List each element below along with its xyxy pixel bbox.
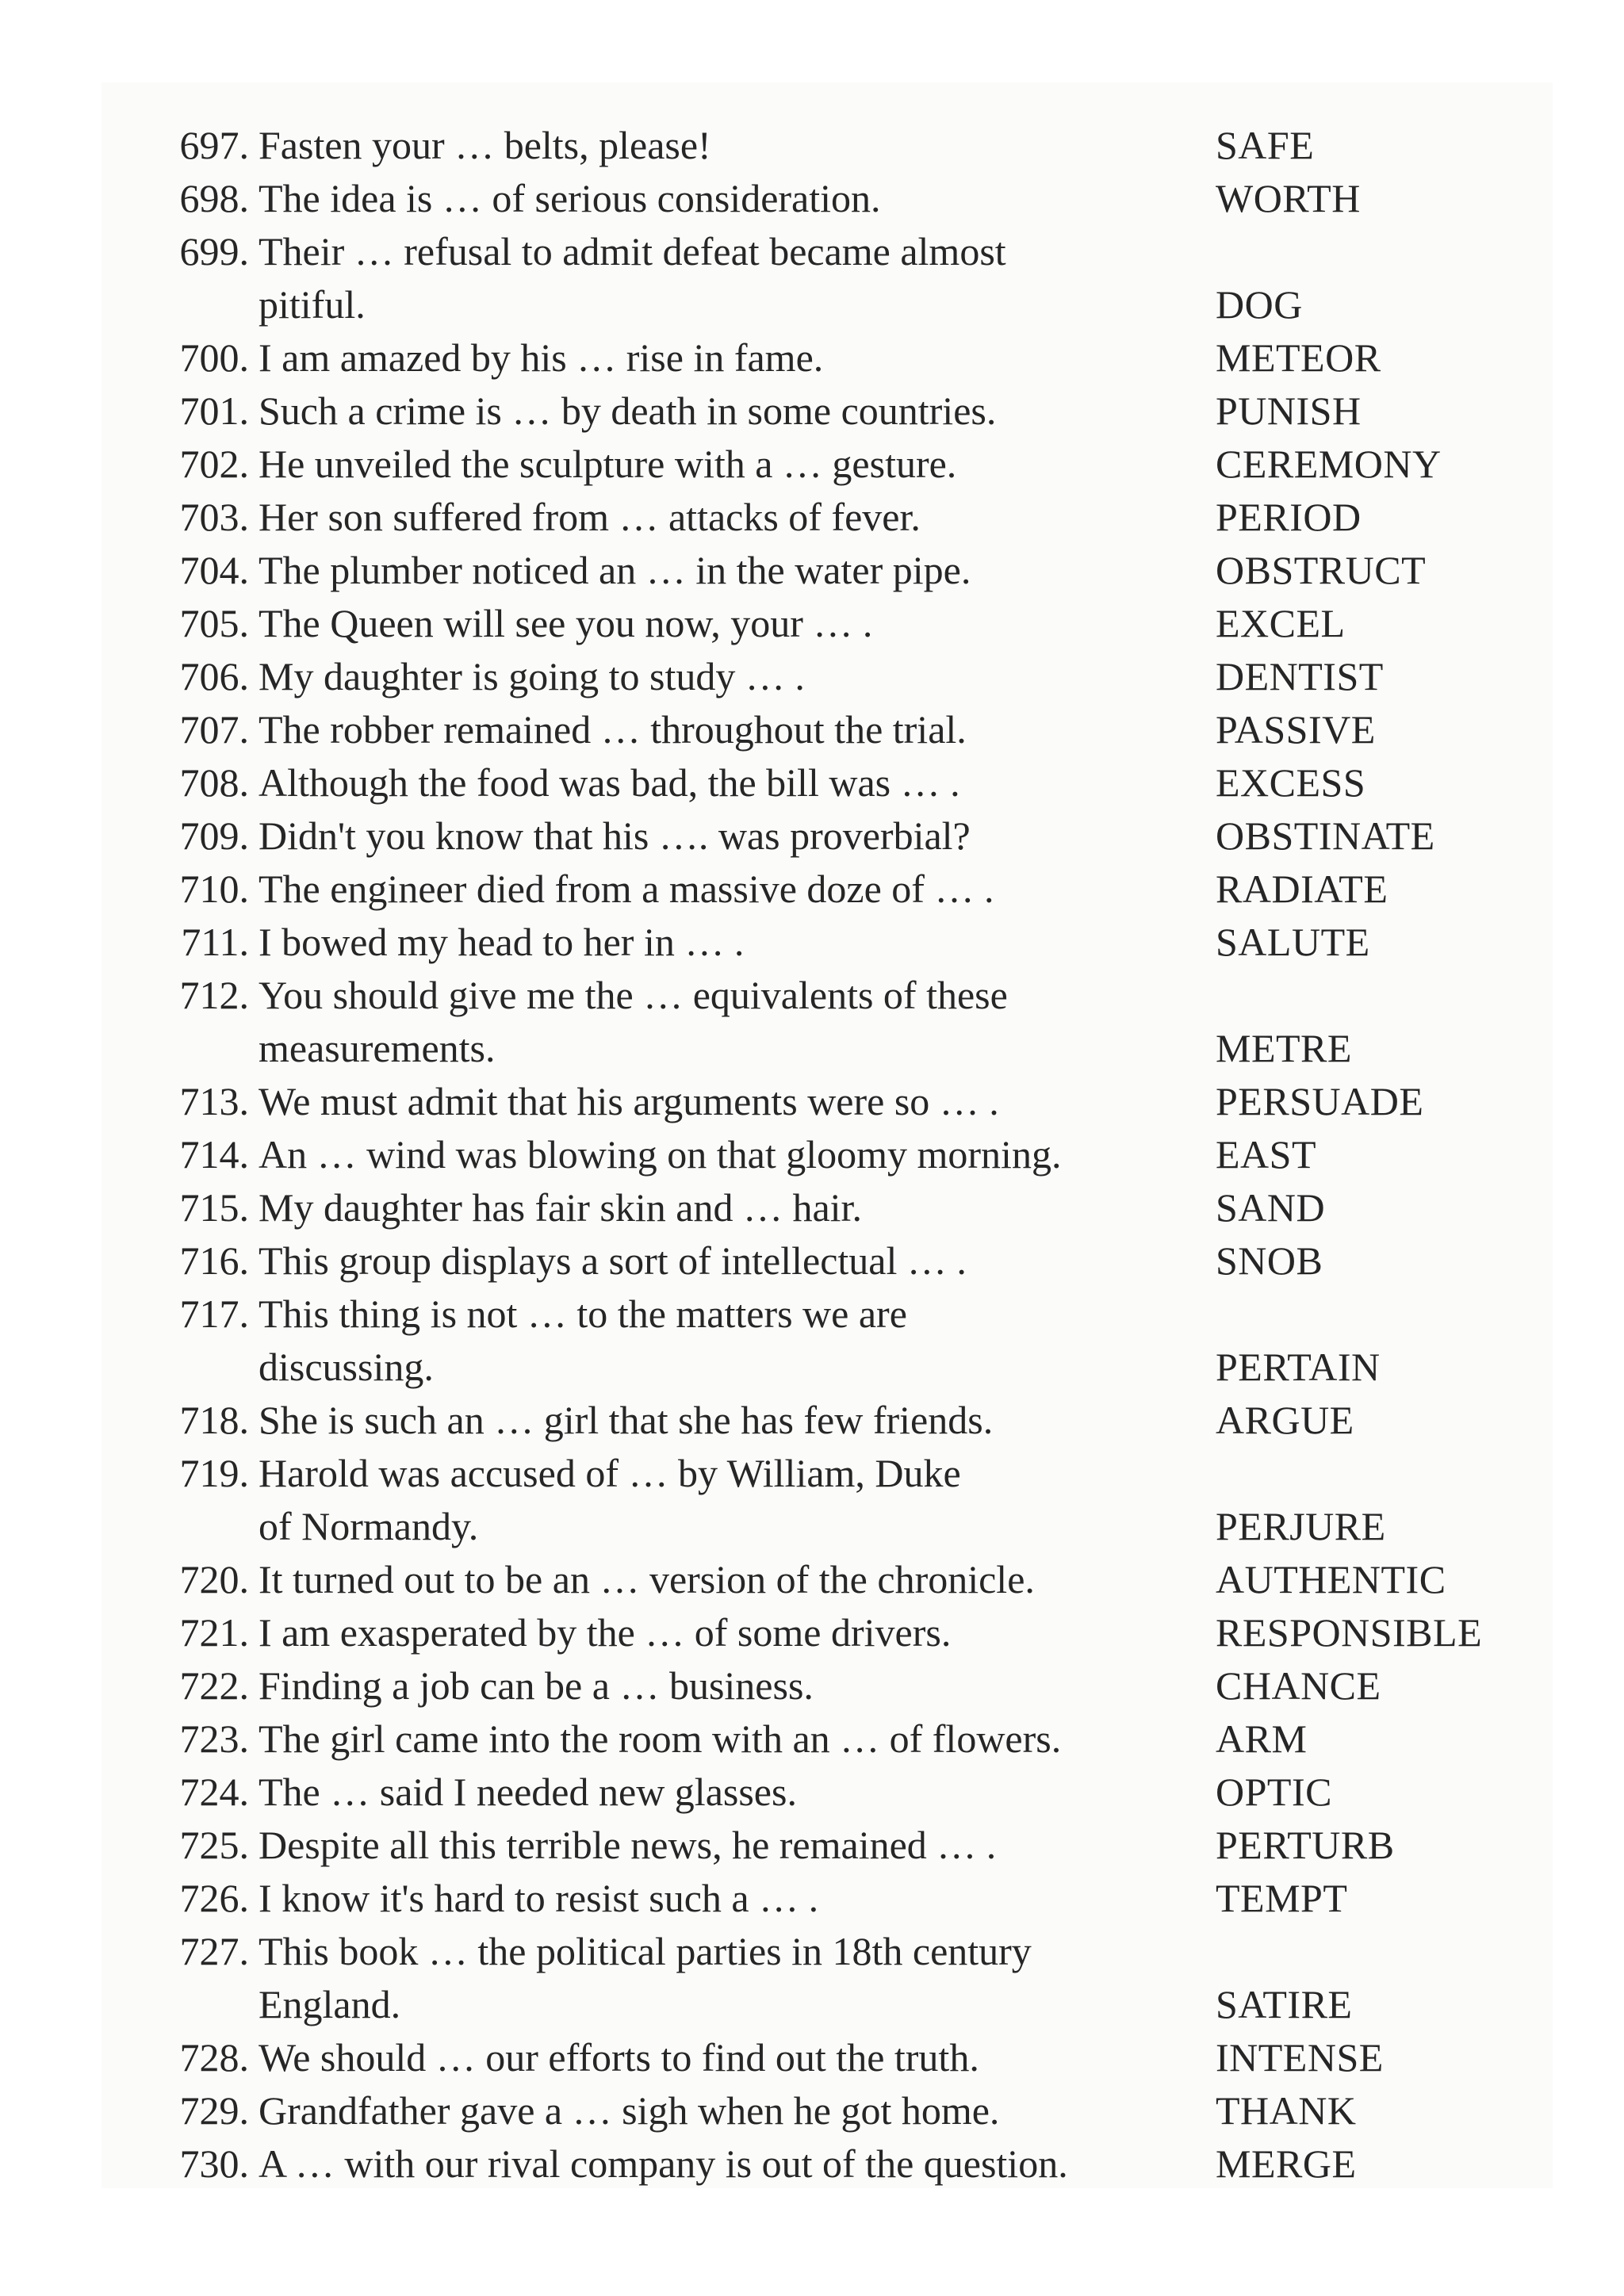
exercise-number: 721. xyxy=(179,1610,249,1655)
exercise-number: 728. xyxy=(179,2035,249,2080)
exercise-sentence: You should give me the … equivalents of these xyxy=(259,973,1008,1017)
base-word: MERGE xyxy=(1216,2141,1357,2186)
exercise-sentence: The idea is … of serious consideration. xyxy=(259,176,881,220)
exercise-number: 711. xyxy=(181,920,249,964)
exercise-number: 712. xyxy=(179,973,249,1017)
exercise-number: 703. xyxy=(179,495,249,539)
exercise-sentence: I know it's hard to resist such a … . xyxy=(259,1876,819,1920)
exercise-number: 709. xyxy=(179,813,249,858)
base-word: SNOB xyxy=(1216,1238,1323,1283)
exercise-row xyxy=(102,119,1553,172)
exercise-row xyxy=(102,969,1553,1075)
exercise-number: 697. xyxy=(179,123,249,167)
exercise-sentence: My daughter is going to study … . xyxy=(259,654,805,698)
exercise-number: 722. xyxy=(179,1663,249,1708)
exercise-sentence: We must admit that his arguments were so … . xyxy=(259,1079,999,1123)
exercise-sentence: discussing. xyxy=(259,1345,434,1389)
exercise-sentence: An … wind was blowing on that gloomy morning. xyxy=(259,1132,1062,1177)
exercise-row xyxy=(102,1606,1553,1659)
exercise-sentence: The Queen will see you now, your … . xyxy=(259,601,873,645)
exercise-sentence: He unveiled the sculpture with a … gesture. xyxy=(259,442,957,486)
exercise-sentence: Her son suffered from … attacks of fever. xyxy=(259,495,921,539)
exercise-number: 719. xyxy=(179,1451,249,1495)
exercise-number: 706. xyxy=(179,654,249,698)
exercise-sentence: This thing is not … to the matters we are xyxy=(259,1292,907,1336)
exercise-number: 729. xyxy=(179,2088,249,2133)
base-word: PERIOD xyxy=(1216,495,1362,539)
exercise-number: 710. xyxy=(179,867,249,911)
exercise-row xyxy=(102,1925,1553,2031)
exercise-number: 699. xyxy=(179,229,249,274)
exercise-row xyxy=(102,225,1553,331)
exercise-number: 714. xyxy=(179,1132,249,1177)
exercise-number: 698. xyxy=(179,176,249,220)
exercise-row xyxy=(102,916,1553,969)
base-word: PERJURE xyxy=(1216,1504,1386,1548)
base-word: PUNISH xyxy=(1216,388,1362,433)
exercise-row xyxy=(102,385,1553,438)
base-word: WORTH xyxy=(1216,176,1361,220)
base-word: SAND xyxy=(1216,1185,1326,1230)
exercise-sentence: of Normandy. xyxy=(259,1504,479,1548)
exercise-row xyxy=(102,809,1553,863)
exercise-number: 701. xyxy=(179,388,249,433)
exercise-row xyxy=(102,544,1553,597)
exercise-sentence: Such a crime is … by death in some countries. xyxy=(259,388,997,433)
exercise-number: 707. xyxy=(179,707,249,752)
exercise-row xyxy=(102,491,1553,544)
base-word: RADIATE xyxy=(1216,867,1388,911)
exercise-row xyxy=(102,1394,1553,1447)
document-page xyxy=(102,82,1553,2188)
exercise-sentence: A … with our rival company is out of the question. xyxy=(259,2141,1068,2186)
exercise-number: 713. xyxy=(179,1079,249,1123)
exercise-row xyxy=(102,1872,1553,1925)
exercise-number: 718. xyxy=(179,1398,249,1442)
base-word: DENTIST xyxy=(1216,654,1384,698)
exercise-sentence: Despite all this terrible news, he remained … . xyxy=(259,1823,997,1867)
exercise-row xyxy=(102,2084,1553,2137)
exercise-sentence: It turned out to be an … version of the chronicle. xyxy=(259,1557,1035,1601)
exercise-row xyxy=(102,650,1553,703)
exercise-row xyxy=(102,863,1553,916)
base-word: PERTAIN xyxy=(1216,1345,1381,1389)
exercise-number: 708. xyxy=(179,760,249,805)
exercise-row xyxy=(102,597,1553,650)
exercise-sentence: Grandfather gave a … sigh when he got home. xyxy=(259,2088,1000,2133)
exercise-sentence: England. xyxy=(259,1982,401,2026)
exercise-row xyxy=(102,1181,1553,1234)
exercise-row xyxy=(102,1447,1553,1553)
base-word: DOG xyxy=(1216,282,1303,327)
base-word: INTENSE xyxy=(1216,2035,1384,2080)
base-word: EXCEL xyxy=(1216,601,1346,645)
exercise-row xyxy=(102,1553,1553,1606)
base-word: SALUTE xyxy=(1216,920,1370,964)
exercise-sentence: The plumber noticed an … in the water pipe. xyxy=(259,548,971,592)
exercise-row xyxy=(102,1075,1553,1128)
exercise-number: 705. xyxy=(179,601,249,645)
exercise-row xyxy=(102,2137,1553,2191)
exercise-sentence: The robber remained … throughout the trial. xyxy=(259,707,967,752)
exercise-sentence: Their … refusal to admit defeat became almost xyxy=(259,229,1006,274)
base-word: SAFE xyxy=(1216,123,1315,167)
exercise-sentence: I am exasperated by the … of some drivers. xyxy=(259,1610,952,1655)
exercise-sentence: This group displays a sort of intellectual … . xyxy=(259,1238,967,1283)
exercise-sentence: pitiful. xyxy=(259,282,366,327)
base-word: PERSUADE xyxy=(1216,1079,1424,1123)
base-word: PERTURB xyxy=(1216,1823,1395,1867)
exercise-row xyxy=(102,1234,1553,1288)
base-word: CHANCE xyxy=(1216,1663,1381,1708)
base-word: METRE xyxy=(1216,1026,1352,1070)
exercise-number: 716. xyxy=(179,1238,249,1283)
base-word: METEOR xyxy=(1216,335,1381,380)
exercise-sentence: Although the food was bad, the bill was … . xyxy=(259,760,960,805)
exercise-sentence: I am amazed by his … rise in fame. xyxy=(259,335,824,380)
exercise-row xyxy=(102,1128,1553,1181)
exercise-number: 723. xyxy=(179,1716,249,1761)
exercise-sentence: measurements. xyxy=(259,1026,496,1070)
exercise-row xyxy=(102,1766,1553,1819)
base-word: SATIRE xyxy=(1216,1982,1353,2026)
exercise-sentence: Finding a job can be a … business. xyxy=(259,1663,814,1708)
exercise-sentence: This book … the political parties in 18th century xyxy=(259,1929,1032,1973)
exercise-row xyxy=(102,438,1553,491)
exercise-number: 700. xyxy=(179,335,249,380)
exercise-sentence: She is such an … girl that she has few friends. xyxy=(259,1398,994,1442)
exercise-sentence: Didn't you know that his …. was proverbial? xyxy=(259,813,971,858)
exercise-row xyxy=(102,1819,1553,1872)
base-word: OPTIC xyxy=(1216,1770,1332,1814)
exercise-row xyxy=(102,1712,1553,1766)
exercise-list xyxy=(102,119,1553,2191)
base-word: CEREMONY xyxy=(1216,442,1442,486)
exercise-sentence: Fasten your … belts, please! xyxy=(259,123,711,167)
exercise-number: 704. xyxy=(179,548,249,592)
exercise-number: 724. xyxy=(179,1770,249,1814)
base-word: THANK xyxy=(1216,2088,1357,2133)
base-word: AUTHENTIC xyxy=(1216,1557,1446,1601)
exercise-number: 725. xyxy=(179,1823,249,1867)
exercise-sentence: The … said I needed new glasses. xyxy=(259,1770,797,1814)
exercise-row xyxy=(102,703,1553,756)
exercise-number: 726. xyxy=(179,1876,249,1920)
exercise-row xyxy=(102,756,1553,809)
exercise-number: 715. xyxy=(179,1185,249,1230)
exercise-row xyxy=(102,1659,1553,1712)
base-word: EXCESS xyxy=(1216,760,1366,805)
exercise-number: 717. xyxy=(179,1292,249,1336)
exercise-sentence: The engineer died from a massive doze of … . xyxy=(259,867,994,911)
exercise-row xyxy=(102,172,1553,225)
base-word: TEMPT xyxy=(1216,1876,1348,1920)
exercise-row xyxy=(102,2031,1553,2084)
base-word: OBSTRUCT xyxy=(1216,548,1427,592)
exercise-row xyxy=(102,1288,1553,1394)
base-word: RESPONSIBLE xyxy=(1216,1610,1483,1655)
base-word: EAST xyxy=(1216,1132,1316,1177)
exercise-sentence: My daughter has fair skin and … hair. xyxy=(259,1185,862,1230)
exercise-number: 720. xyxy=(179,1557,249,1601)
exercise-sentence: We should … our efforts to find out the truth. xyxy=(259,2035,979,2080)
base-word: ARGUE xyxy=(1216,1398,1354,1442)
exercise-sentence: Harold was accused of … by William, Duke xyxy=(259,1451,961,1495)
exercise-sentence: The girl came into the room with an … of flowers. xyxy=(259,1716,1062,1761)
exercise-number: 730. xyxy=(179,2141,249,2186)
base-word: OBSTINATE xyxy=(1216,813,1435,858)
exercise-number: 727. xyxy=(179,1929,249,1973)
exercise-row xyxy=(102,331,1553,385)
base-word: PASSIVE xyxy=(1216,707,1376,752)
exercise-number: 702. xyxy=(179,442,249,486)
base-word: ARM xyxy=(1216,1716,1308,1761)
exercise-sentence: I bowed my head to her in … . xyxy=(259,920,745,964)
